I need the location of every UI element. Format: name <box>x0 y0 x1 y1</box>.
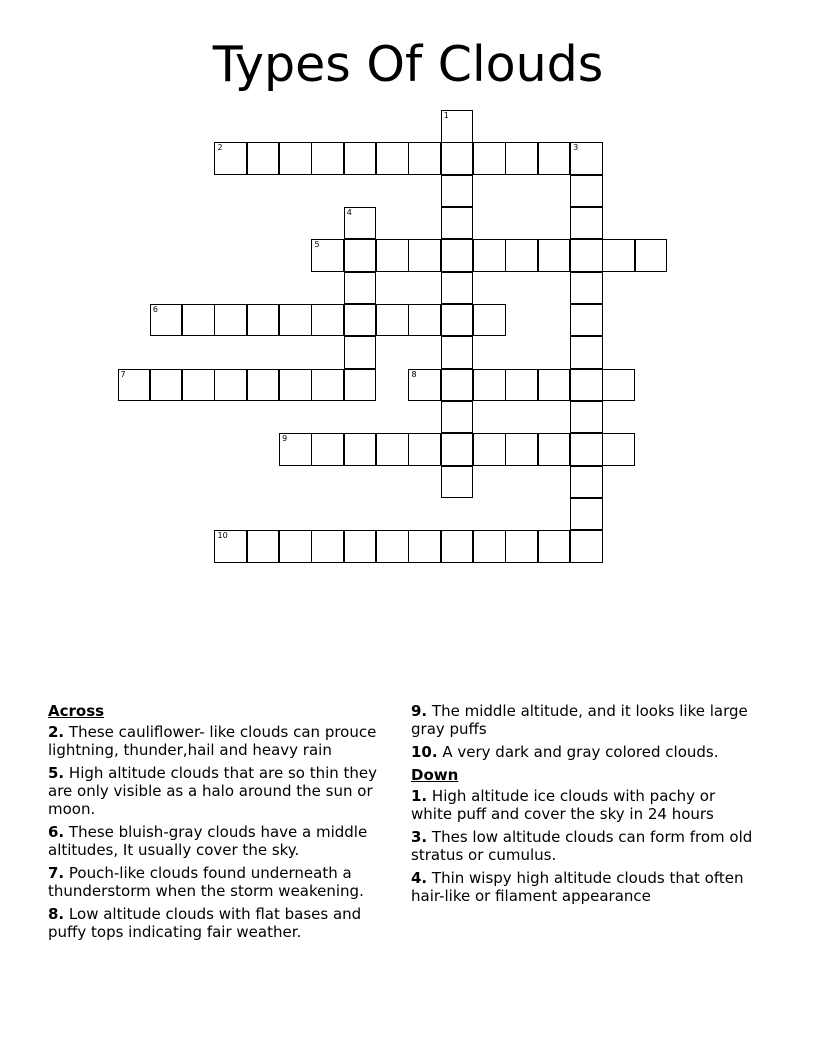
grid-cell[interactable] <box>635 239 668 272</box>
grid-cell-input[interactable] <box>151 305 182 336</box>
grid-cell-input[interactable] <box>377 531 408 562</box>
grid-cell[interactable] <box>473 142 506 175</box>
grid-cell-input[interactable] <box>312 370 343 401</box>
grid-cell[interactable] <box>279 433 312 466</box>
grid-cell[interactable] <box>441 142 474 175</box>
grid-cell-input[interactable] <box>312 434 343 465</box>
grid-cell[interactable] <box>441 239 474 272</box>
grid-cell-input[interactable] <box>119 370 150 401</box>
grid-cell-input[interactable] <box>442 176 473 207</box>
clue-number: 2. <box>48 723 65 741</box>
grid-cell[interactable] <box>311 530 344 563</box>
grid-cell-input[interactable] <box>215 531 246 562</box>
grid-cell-input[interactable] <box>248 370 279 401</box>
grid-cell[interactable] <box>570 530 603 563</box>
grid-cell-input[interactable] <box>603 434 634 465</box>
clue-item <box>48 764 398 818</box>
grid-cell[interactable] <box>441 207 474 240</box>
grid-cell-input[interactable] <box>377 434 408 465</box>
grid-cell-input[interactable] <box>571 305 602 336</box>
grid-cell-input[interactable] <box>377 305 408 336</box>
grid-cell[interactable] <box>311 433 344 466</box>
grid-cell-input[interactable] <box>474 305 505 336</box>
grid-cell[interactable] <box>344 336 377 369</box>
grid-cell-input[interactable] <box>474 240 505 271</box>
grid-cell[interactable] <box>473 369 506 402</box>
clue-item <box>48 864 398 900</box>
grid-cell[interactable] <box>441 369 474 402</box>
grid-cell-input[interactable] <box>280 434 311 465</box>
grid-cell-input[interactable] <box>571 434 602 465</box>
grid-cell-input[interactable] <box>312 531 343 562</box>
grid-cell-input[interactable] <box>345 273 376 304</box>
grid-cell[interactable] <box>214 142 247 175</box>
grid-cell[interactable] <box>150 304 183 337</box>
grid-cell-input[interactable] <box>474 370 505 401</box>
grid-cell[interactable] <box>408 239 441 272</box>
clue-text: The middle altitude, and it looks like large gray puffs <box>411 702 748 738</box>
cell-number: 8 <box>411 369 417 379</box>
grid-cell-input[interactable] <box>248 305 279 336</box>
grid-cell[interactable] <box>247 142 280 175</box>
clue-text: A very dark and gray colored clouds. <box>442 743 719 761</box>
grid-cell[interactable] <box>247 304 280 337</box>
clue-number: 3. <box>411 828 428 846</box>
grid-cell[interactable] <box>570 336 603 369</box>
grid-cell[interactable] <box>441 110 474 143</box>
grid-cell[interactable] <box>311 304 344 337</box>
clue-number: 7. <box>48 864 65 882</box>
grid-cell[interactable] <box>214 304 247 337</box>
grid-cell[interactable] <box>441 401 474 434</box>
grid-cell[interactable] <box>570 498 603 531</box>
grid-cell[interactable] <box>538 369 571 402</box>
clue-text: Pouch-like clouds found underneath a thunderstorm when the storm weakening. <box>48 864 364 900</box>
grid-cell-input[interactable] <box>571 402 602 433</box>
grid-cell-input[interactable] <box>506 240 537 271</box>
clue-number: 8. <box>48 905 65 923</box>
grid-cell-input[interactable] <box>539 143 570 174</box>
clue-item <box>411 787 756 823</box>
grid-cell-input[interactable] <box>248 143 279 174</box>
grid-cell-input[interactable] <box>345 370 376 401</box>
grid-cell[interactable] <box>182 369 215 402</box>
grid-cell-input[interactable] <box>442 305 473 336</box>
grid-cell[interactable] <box>408 142 441 175</box>
grid-cell-input[interactable] <box>442 531 473 562</box>
grid-cell-input[interactable] <box>248 531 279 562</box>
grid-cell[interactable] <box>570 272 603 305</box>
across-clue-list-continued <box>411 702 756 761</box>
grid-cell-input[interactable] <box>442 434 473 465</box>
grid-cell-input[interactable] <box>571 467 602 498</box>
cell-number: 3 <box>573 143 579 153</box>
grid-cell[interactable] <box>344 207 377 240</box>
grid-cell[interactable] <box>505 433 538 466</box>
grid-cell[interactable] <box>602 239 635 272</box>
grid-cell[interactable] <box>505 530 538 563</box>
cell-number: 4 <box>346 207 352 217</box>
grid-cell-input[interactable] <box>571 273 602 304</box>
grid-cell-input[interactable] <box>442 273 473 304</box>
clue-text: These bluish-gray clouds have a middle altitudes, It usually cover the sky. <box>48 823 368 859</box>
grid-cell[interactable] <box>344 272 377 305</box>
cell-number: 10 <box>217 531 228 541</box>
clue-text: Low altitude clouds with flat bases and puffy tops indicating fair weather. <box>48 905 362 941</box>
grid-cell-input[interactable] <box>345 337 376 368</box>
grid-cell[interactable] <box>570 401 603 434</box>
clue-number: 5. <box>48 764 65 782</box>
grid-cell[interactable] <box>538 239 571 272</box>
grid-cell-input[interactable] <box>571 143 602 174</box>
grid-cell[interactable] <box>408 304 441 337</box>
grid-cell-input[interactable] <box>603 240 634 271</box>
grid-cell-input[interactable] <box>183 370 214 401</box>
clue-number: 9. <box>411 702 428 720</box>
grid-cell-input[interactable] <box>636 240 667 271</box>
grid-cell-input[interactable] <box>571 370 602 401</box>
clues-column-left <box>48 702 398 946</box>
clue-text: Thes low altitude clouds can form from old stratus or cumulus. <box>411 828 753 864</box>
grid-cell-input[interactable] <box>345 208 376 239</box>
grid-cell-input[interactable] <box>539 531 570 562</box>
cell-number: 2 <box>217 143 223 153</box>
grid-cell[interactable] <box>214 530 247 563</box>
grid-cell[interactable] <box>505 239 538 272</box>
grid-cell-input[interactable] <box>345 240 376 271</box>
grid-cell[interactable] <box>602 369 635 402</box>
grid-cell-input[interactable] <box>215 305 246 336</box>
grid-cell-input[interactable] <box>345 305 376 336</box>
grid-cell-input[interactable] <box>409 531 440 562</box>
grid-cell-input[interactable] <box>474 531 505 562</box>
grid-cell[interactable] <box>570 466 603 499</box>
grid-cell-input[interactable] <box>474 143 505 174</box>
grid-cell[interactable] <box>570 207 603 240</box>
cell-number: 5 <box>314 240 320 250</box>
grid-cell[interactable] <box>344 530 377 563</box>
grid-cell[interactable] <box>538 142 571 175</box>
grid-cell-input[interactable] <box>409 240 440 271</box>
clues-column-right <box>411 702 756 910</box>
grid-cell-input[interactable] <box>409 305 440 336</box>
page-title: Types Of Clouds <box>212 36 604 93</box>
grid-cell[interactable] <box>570 369 603 402</box>
grid-cell[interactable] <box>538 433 571 466</box>
grid-cell[interactable] <box>408 433 441 466</box>
grid-cell[interactable] <box>311 142 344 175</box>
grid-cell-input[interactable] <box>409 434 440 465</box>
grid-cell[interactable] <box>408 369 441 402</box>
cell-number: 6 <box>152 304 158 314</box>
grid-cell[interactable] <box>344 142 377 175</box>
grid-cell[interactable] <box>311 239 344 272</box>
grid-cell-input[interactable] <box>571 176 602 207</box>
clue-item <box>48 823 398 859</box>
grid-cell[interactable] <box>441 433 474 466</box>
grid-cell-input[interactable] <box>442 402 473 433</box>
clue-item <box>411 869 756 905</box>
grid-cell[interactable] <box>473 530 506 563</box>
grid-cell[interactable] <box>344 433 377 466</box>
grid-cell[interactable] <box>247 530 280 563</box>
grid-cell-input[interactable] <box>506 370 537 401</box>
grid-cell-input[interactable] <box>377 240 408 271</box>
grid-cell[interactable] <box>441 175 474 208</box>
clue-text: High altitude clouds that are so thin they are only visible as a halo around the sun or moon. <box>48 764 378 818</box>
grid-cell-input[interactable] <box>539 370 570 401</box>
grid-cell[interactable] <box>538 530 571 563</box>
grid-cell-input[interactable] <box>345 434 376 465</box>
grid-cell[interactable] <box>344 239 377 272</box>
grid-cell[interactable] <box>376 304 409 337</box>
grid-cell-input[interactable] <box>571 240 602 271</box>
grid-cell[interactable] <box>279 304 312 337</box>
clue-item <box>411 702 756 738</box>
grid-cell[interactable] <box>376 142 409 175</box>
clue-item <box>411 743 756 761</box>
grid-cell-input[interactable] <box>442 143 473 174</box>
clue-text: These cauliflower- like clouds can prouce lightning, thunder,hail and heavy rain <box>48 723 377 759</box>
grid-cell[interactable] <box>376 239 409 272</box>
grid-cell-input[interactable] <box>442 370 473 401</box>
grid-cell-input[interactable] <box>442 240 473 271</box>
grid-cell[interactable] <box>344 304 377 337</box>
grid-cell[interactable] <box>376 433 409 466</box>
clue-text: High altitude ice clouds with pachy or white puff and cover the sky in 24 hours <box>411 787 716 823</box>
grid-cell[interactable] <box>279 142 312 175</box>
grid-cell[interactable] <box>570 433 603 466</box>
clue-item <box>48 905 398 941</box>
clue-number: 10. <box>411 743 438 761</box>
grid-cell[interactable] <box>150 369 183 402</box>
clue-number: 6. <box>48 823 65 841</box>
grid-cell-input[interactable] <box>409 370 440 401</box>
grid-cell[interactable] <box>441 272 474 305</box>
grid-cell-input[interactable] <box>442 208 473 239</box>
grid-cell[interactable] <box>505 369 538 402</box>
grid-cell-input[interactable] <box>312 305 343 336</box>
cell-number: 9 <box>282 434 288 444</box>
grid-cell-input[interactable] <box>151 370 182 401</box>
grid-cell-input[interactable] <box>215 370 246 401</box>
grid-cell[interactable] <box>473 304 506 337</box>
grid-cell[interactable] <box>279 369 312 402</box>
grid-cell[interactable] <box>311 369 344 402</box>
grid-cell-input[interactable] <box>506 143 537 174</box>
grid-cell-input[interactable] <box>506 434 537 465</box>
grid-cell[interactable] <box>602 433 635 466</box>
grid-cell[interactable] <box>570 304 603 337</box>
clue-number: 4. <box>411 869 428 887</box>
grid-cell-input[interactable] <box>280 531 311 562</box>
across-clue-list <box>48 723 398 941</box>
grid-cell-input[interactable] <box>603 370 634 401</box>
grid-cell-input[interactable] <box>345 143 376 174</box>
grid-cell-input[interactable] <box>539 434 570 465</box>
grid-cell[interactable] <box>570 142 603 175</box>
down-heading: Down <box>411 766 459 784</box>
grid-cell-input[interactable] <box>312 240 343 271</box>
grid-cell[interactable] <box>505 142 538 175</box>
grid-cell-input[interactable] <box>539 240 570 271</box>
grid-cell-input[interactable] <box>506 531 537 562</box>
cell-number: 7 <box>120 369 126 379</box>
grid-cell[interactable] <box>279 530 312 563</box>
grid-cell[interactable] <box>570 239 603 272</box>
grid-cell-input[interactable] <box>571 337 602 368</box>
grid-cell-input[interactable] <box>377 143 408 174</box>
grid-cell-input[interactable] <box>312 143 343 174</box>
grid-cell[interactable] <box>473 433 506 466</box>
grid-cell[interactable] <box>247 369 280 402</box>
grid-cell[interactable] <box>441 336 474 369</box>
grid-cell-input[interactable] <box>345 531 376 562</box>
grid-cell[interactable] <box>473 239 506 272</box>
grid-cell-input[interactable] <box>571 531 602 562</box>
grid-cell[interactable] <box>441 530 474 563</box>
clue-number: 1. <box>411 787 428 805</box>
grid-cell-input[interactable] <box>280 370 311 401</box>
grid-cell-input[interactable] <box>215 143 246 174</box>
grid-cell-input[interactable] <box>280 143 311 174</box>
grid-cell-input[interactable] <box>442 111 473 142</box>
grid-cell[interactable] <box>376 530 409 563</box>
grid-cell-input[interactable] <box>409 143 440 174</box>
grid-cell-input[interactable] <box>183 305 214 336</box>
grid-cell[interactable] <box>441 304 474 337</box>
across-heading: Across <box>48 702 105 720</box>
grid-cell-input[interactable] <box>571 499 602 530</box>
grid-cell[interactable] <box>441 466 474 499</box>
grid-cell[interactable] <box>182 304 215 337</box>
grid-cell[interactable] <box>408 530 441 563</box>
grid-cell-input[interactable] <box>571 208 602 239</box>
grid-cell-input[interactable] <box>442 467 473 498</box>
grid-cell[interactable] <box>214 369 247 402</box>
grid-cell[interactable] <box>344 369 377 402</box>
grid-cell-input[interactable] <box>280 305 311 336</box>
grid-cell[interactable] <box>118 369 151 402</box>
grid-cell-input[interactable] <box>442 337 473 368</box>
down-clue-list <box>411 787 756 905</box>
clue-item <box>411 828 756 864</box>
clue-text: Thin wispy high altitude clouds that often hair-like or filament appearance <box>411 869 744 905</box>
cell-number: 1 <box>443 111 449 120</box>
grid-cell-input[interactable] <box>474 434 505 465</box>
clue-item <box>48 723 398 759</box>
grid-cell[interactable] <box>570 175 603 208</box>
